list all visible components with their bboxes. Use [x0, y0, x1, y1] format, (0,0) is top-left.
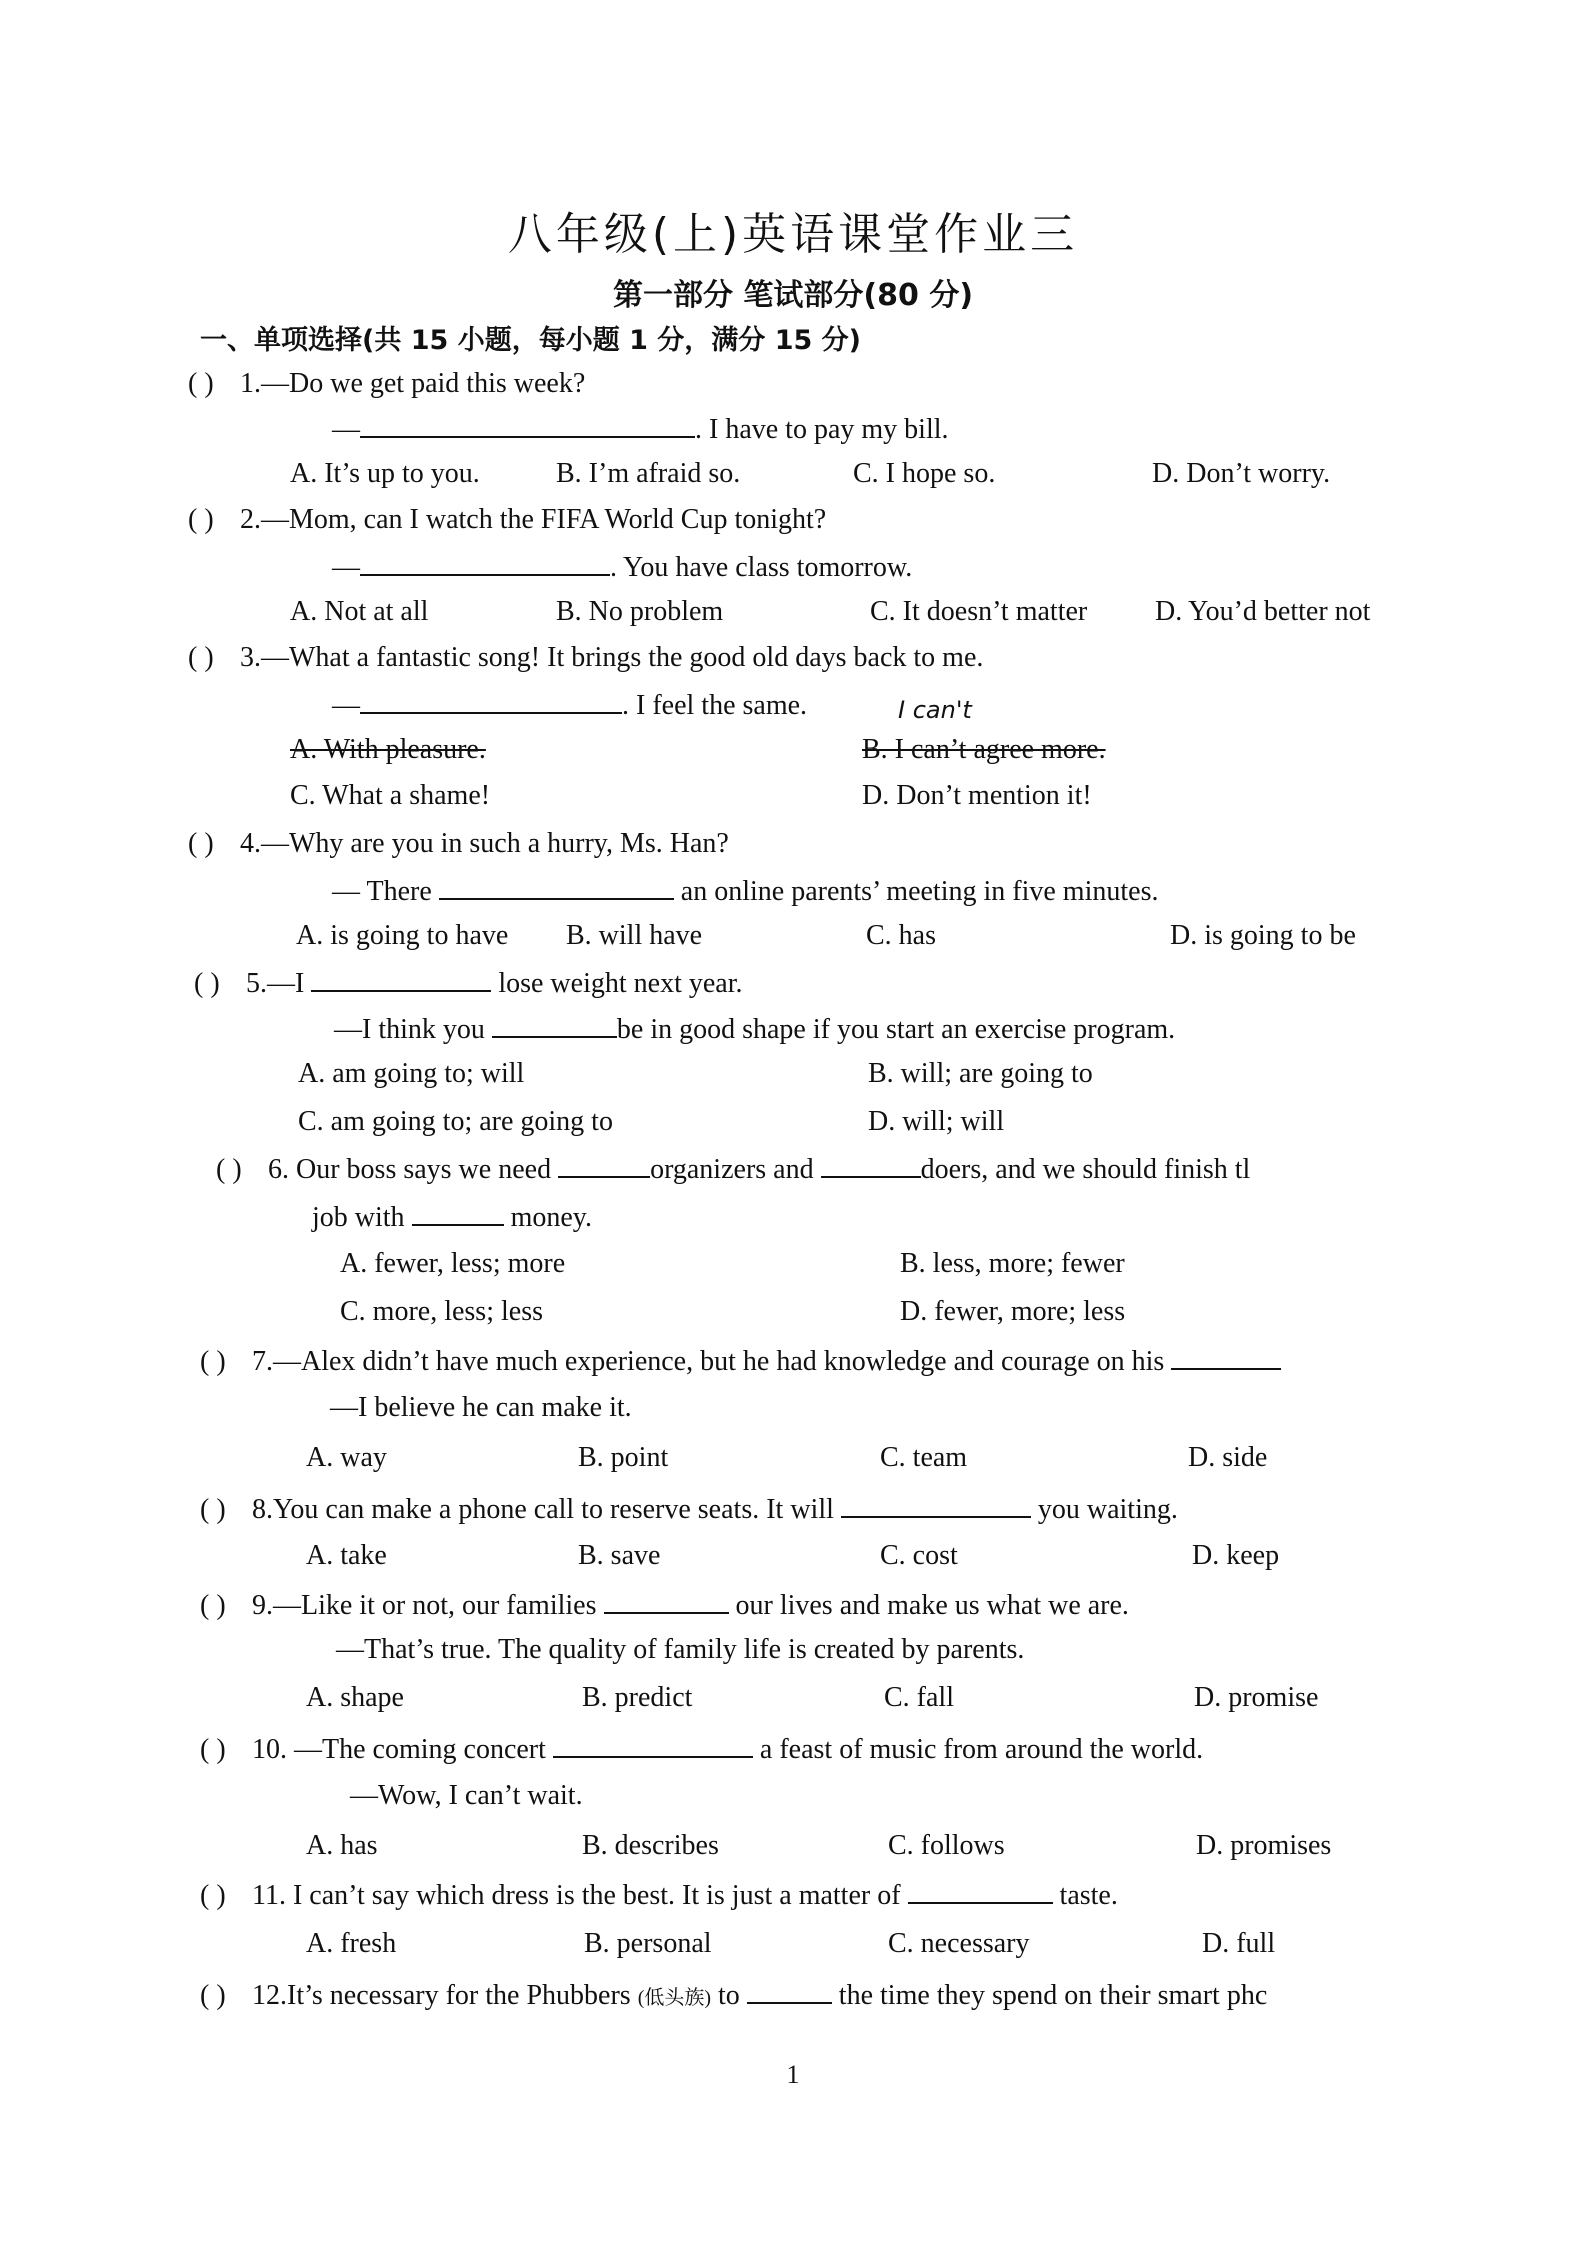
question-number: 3.	[240, 642, 261, 673]
option-a: A. am going to; will	[298, 1058, 525, 1089]
question-11-stem: ( ) 11. I can’t say which dress is the best. It is just a matter of taste.	[200, 1880, 1118, 1911]
answer-blank	[821, 1152, 921, 1178]
answer-blank	[492, 1012, 617, 1038]
option-c: C. team	[880, 1442, 968, 1473]
option-b: B. I’m afraid so.	[556, 458, 741, 489]
option-d: D. keep	[1192, 1540, 1280, 1571]
option-a: A. way	[306, 1442, 387, 1473]
answer-blank	[439, 874, 674, 900]
option-a: A. is going to have	[296, 920, 509, 951]
option-c: C. fall	[884, 1682, 954, 1713]
option-a: A. take	[306, 1540, 387, 1571]
option-a: A. With pleasure.	[290, 734, 486, 765]
option-c: C. cost	[880, 1540, 958, 1571]
question-7-reply: —I believe he can make it.	[330, 1392, 632, 1423]
question-7-stem: ( ) 7.—Alex didn’t have much experience, but he had knowledge and courage on his	[200, 1344, 1281, 1378]
option-c: C. has	[866, 920, 936, 951]
option-c: C. am going to; are going to	[298, 1106, 613, 1137]
option-d: D. Don’t mention it!	[862, 780, 1092, 811]
question-number: 2.	[240, 504, 261, 535]
option-a: A. It’s up to you.	[290, 458, 480, 489]
option-d: D. promise	[1194, 1682, 1319, 1713]
option-b: B. describes	[582, 1830, 719, 1861]
question-5-reply: —I think you be in good shape if you start an exercise program.	[334, 1014, 1176, 1045]
option-b: B. personal	[584, 1928, 712, 1959]
answer-blank	[412, 1200, 504, 1226]
option-b: B. I can’t agree more.	[862, 734, 1106, 765]
question-3-reply: — . I feel the same.	[332, 690, 808, 721]
option-c: C. more, less; less	[340, 1296, 543, 1327]
question-10-stem: ( ) 10. —The coming concert a feast of music from around the world.	[200, 1734, 1204, 1765]
answer-blank	[360, 688, 622, 714]
answer-paren: ( )	[188, 828, 214, 859]
option-c: C. follows	[888, 1830, 1005, 1861]
answer-paren: ( )	[188, 368, 214, 399]
answer-paren: ( )	[200, 1880, 226, 1911]
answer-paren: ( )	[200, 1980, 226, 2011]
option-b: B. will; are going to	[868, 1058, 1093, 1089]
option-d: D. fewer, more; less	[900, 1296, 1126, 1327]
option-d: D. Don’t worry.	[1152, 458, 1331, 489]
option-b: B. will have	[566, 920, 703, 951]
question-number: 4.	[240, 828, 261, 859]
page-title: 八年级(上)英语课堂作业三	[507, 209, 1079, 260]
question-9-stem: ( ) 9.—Like it or not, our families our lives and make us what we are.	[200, 1590, 1129, 1621]
page-number: 1	[786, 2060, 800, 2089]
chinese-note: (低头族)	[637, 1987, 712, 2009]
question-9-reply: —That’s true. The quality of family life is created by parents.	[336, 1634, 1025, 1665]
question-8-stem: ( ) 8.You can make a phone call to reserve seats. It will you waiting.	[200, 1494, 1178, 1525]
answer-paren: ( )	[200, 1494, 226, 1525]
question-number: 10.	[252, 1734, 287, 1765]
answer-blank	[841, 1492, 1031, 1518]
question-number: 12.	[252, 1980, 287, 2011]
option-d: D. is going to be	[1170, 920, 1356, 951]
answer-blank	[553, 1732, 753, 1758]
question-number: 8.	[252, 1494, 273, 1525]
answer-paren: ( )	[188, 642, 214, 673]
option-d: D. full	[1202, 1928, 1276, 1959]
answer-blank	[908, 1878, 1053, 1904]
question-6-stem: ( ) 6. Our boss says we need organizers and doers, and we should finish tl	[216, 1154, 1251, 1185]
question-2-stem: ( ) 2.—Mom, can I watch the FIFA World Cup tonight?	[188, 504, 827, 535]
question-12-stem: ( ) 12.It’s necessary for the Phubbers (低头族) to the time they spend on their smart phc	[200, 1980, 1268, 2011]
part-heading: 第一部分 笔试部分(80 分)	[612, 278, 974, 313]
answer-blank	[1171, 1344, 1281, 1370]
handwritten-correction: I can't	[898, 696, 972, 724]
question-1-reply: — . I have to pay my bill.	[332, 414, 949, 445]
option-b: B. point	[578, 1442, 669, 1473]
section-heading: 一、单项选择(共 15 小题，每小题 1 分，满分 15 分)	[200, 325, 862, 356]
answer-blank	[558, 1152, 650, 1178]
option-b: B. predict	[582, 1682, 693, 1713]
option-d: D. will; will	[868, 1106, 1005, 1137]
answer-blank	[360, 550, 610, 576]
question-number: 9.	[252, 1590, 273, 1621]
option-b: B. save	[578, 1540, 661, 1571]
answer-blank	[747, 1978, 832, 2004]
answer-blank	[604, 1588, 729, 1614]
question-number: 11.	[252, 1880, 286, 1911]
option-b: B. less, more; fewer	[900, 1248, 1125, 1279]
option-d: D. side	[1188, 1442, 1268, 1473]
option-c: C. I hope so.	[853, 458, 996, 489]
answer-paren: ( )	[200, 1346, 226, 1377]
answer-paren: ( )	[188, 504, 214, 535]
option-c: C. necessary	[888, 1928, 1030, 1959]
option-b: B. No problem	[556, 596, 724, 627]
answer-paren: ( )	[200, 1590, 226, 1621]
question-4-stem: ( ) 4.—Why are you in such a hurry, Ms. Han?	[188, 828, 729, 859]
question-5-stem: ( ) 5.—I lose weight next year.	[194, 968, 743, 999]
option-a: A. has	[306, 1830, 378, 1861]
question-3-stem: ( ) 3.—What a fantastic song! It brings the good old days back to me.	[188, 642, 984, 673]
question-10-reply: —Wow, I can’t wait.	[350, 1780, 583, 1811]
answer-blank	[360, 412, 695, 438]
option-d: D. promises	[1196, 1830, 1332, 1861]
answer-paren: ( )	[216, 1154, 242, 1185]
option-a: A. fresh	[306, 1928, 397, 1959]
question-6-line-2: job with money.	[312, 1202, 592, 1233]
option-c: C. It doesn’t matter	[870, 596, 1088, 627]
question-number: 6.	[268, 1154, 289, 1185]
question-1-stem: ( ) 1.—Do we get paid this week?	[188, 368, 586, 399]
question-number: 5.	[246, 968, 267, 999]
answer-blank	[311, 966, 491, 992]
option-c: C. What a shame!	[290, 780, 491, 811]
question-number: 1.	[240, 368, 261, 399]
question-4-reply: — There an online parents’ meeting in five minutes.	[332, 876, 1159, 907]
question-number: 7.	[252, 1346, 273, 1377]
option-a: A. fewer, less; more	[340, 1248, 566, 1279]
answer-paren: ( )	[200, 1734, 226, 1765]
question-2-reply: — . You have class tomorrow.	[332, 552, 913, 583]
option-d: D. You’d better not	[1155, 596, 1371, 627]
answer-paren: ( )	[194, 968, 220, 999]
option-a: A. Not at all	[290, 596, 429, 627]
option-a: A. shape	[306, 1682, 404, 1713]
